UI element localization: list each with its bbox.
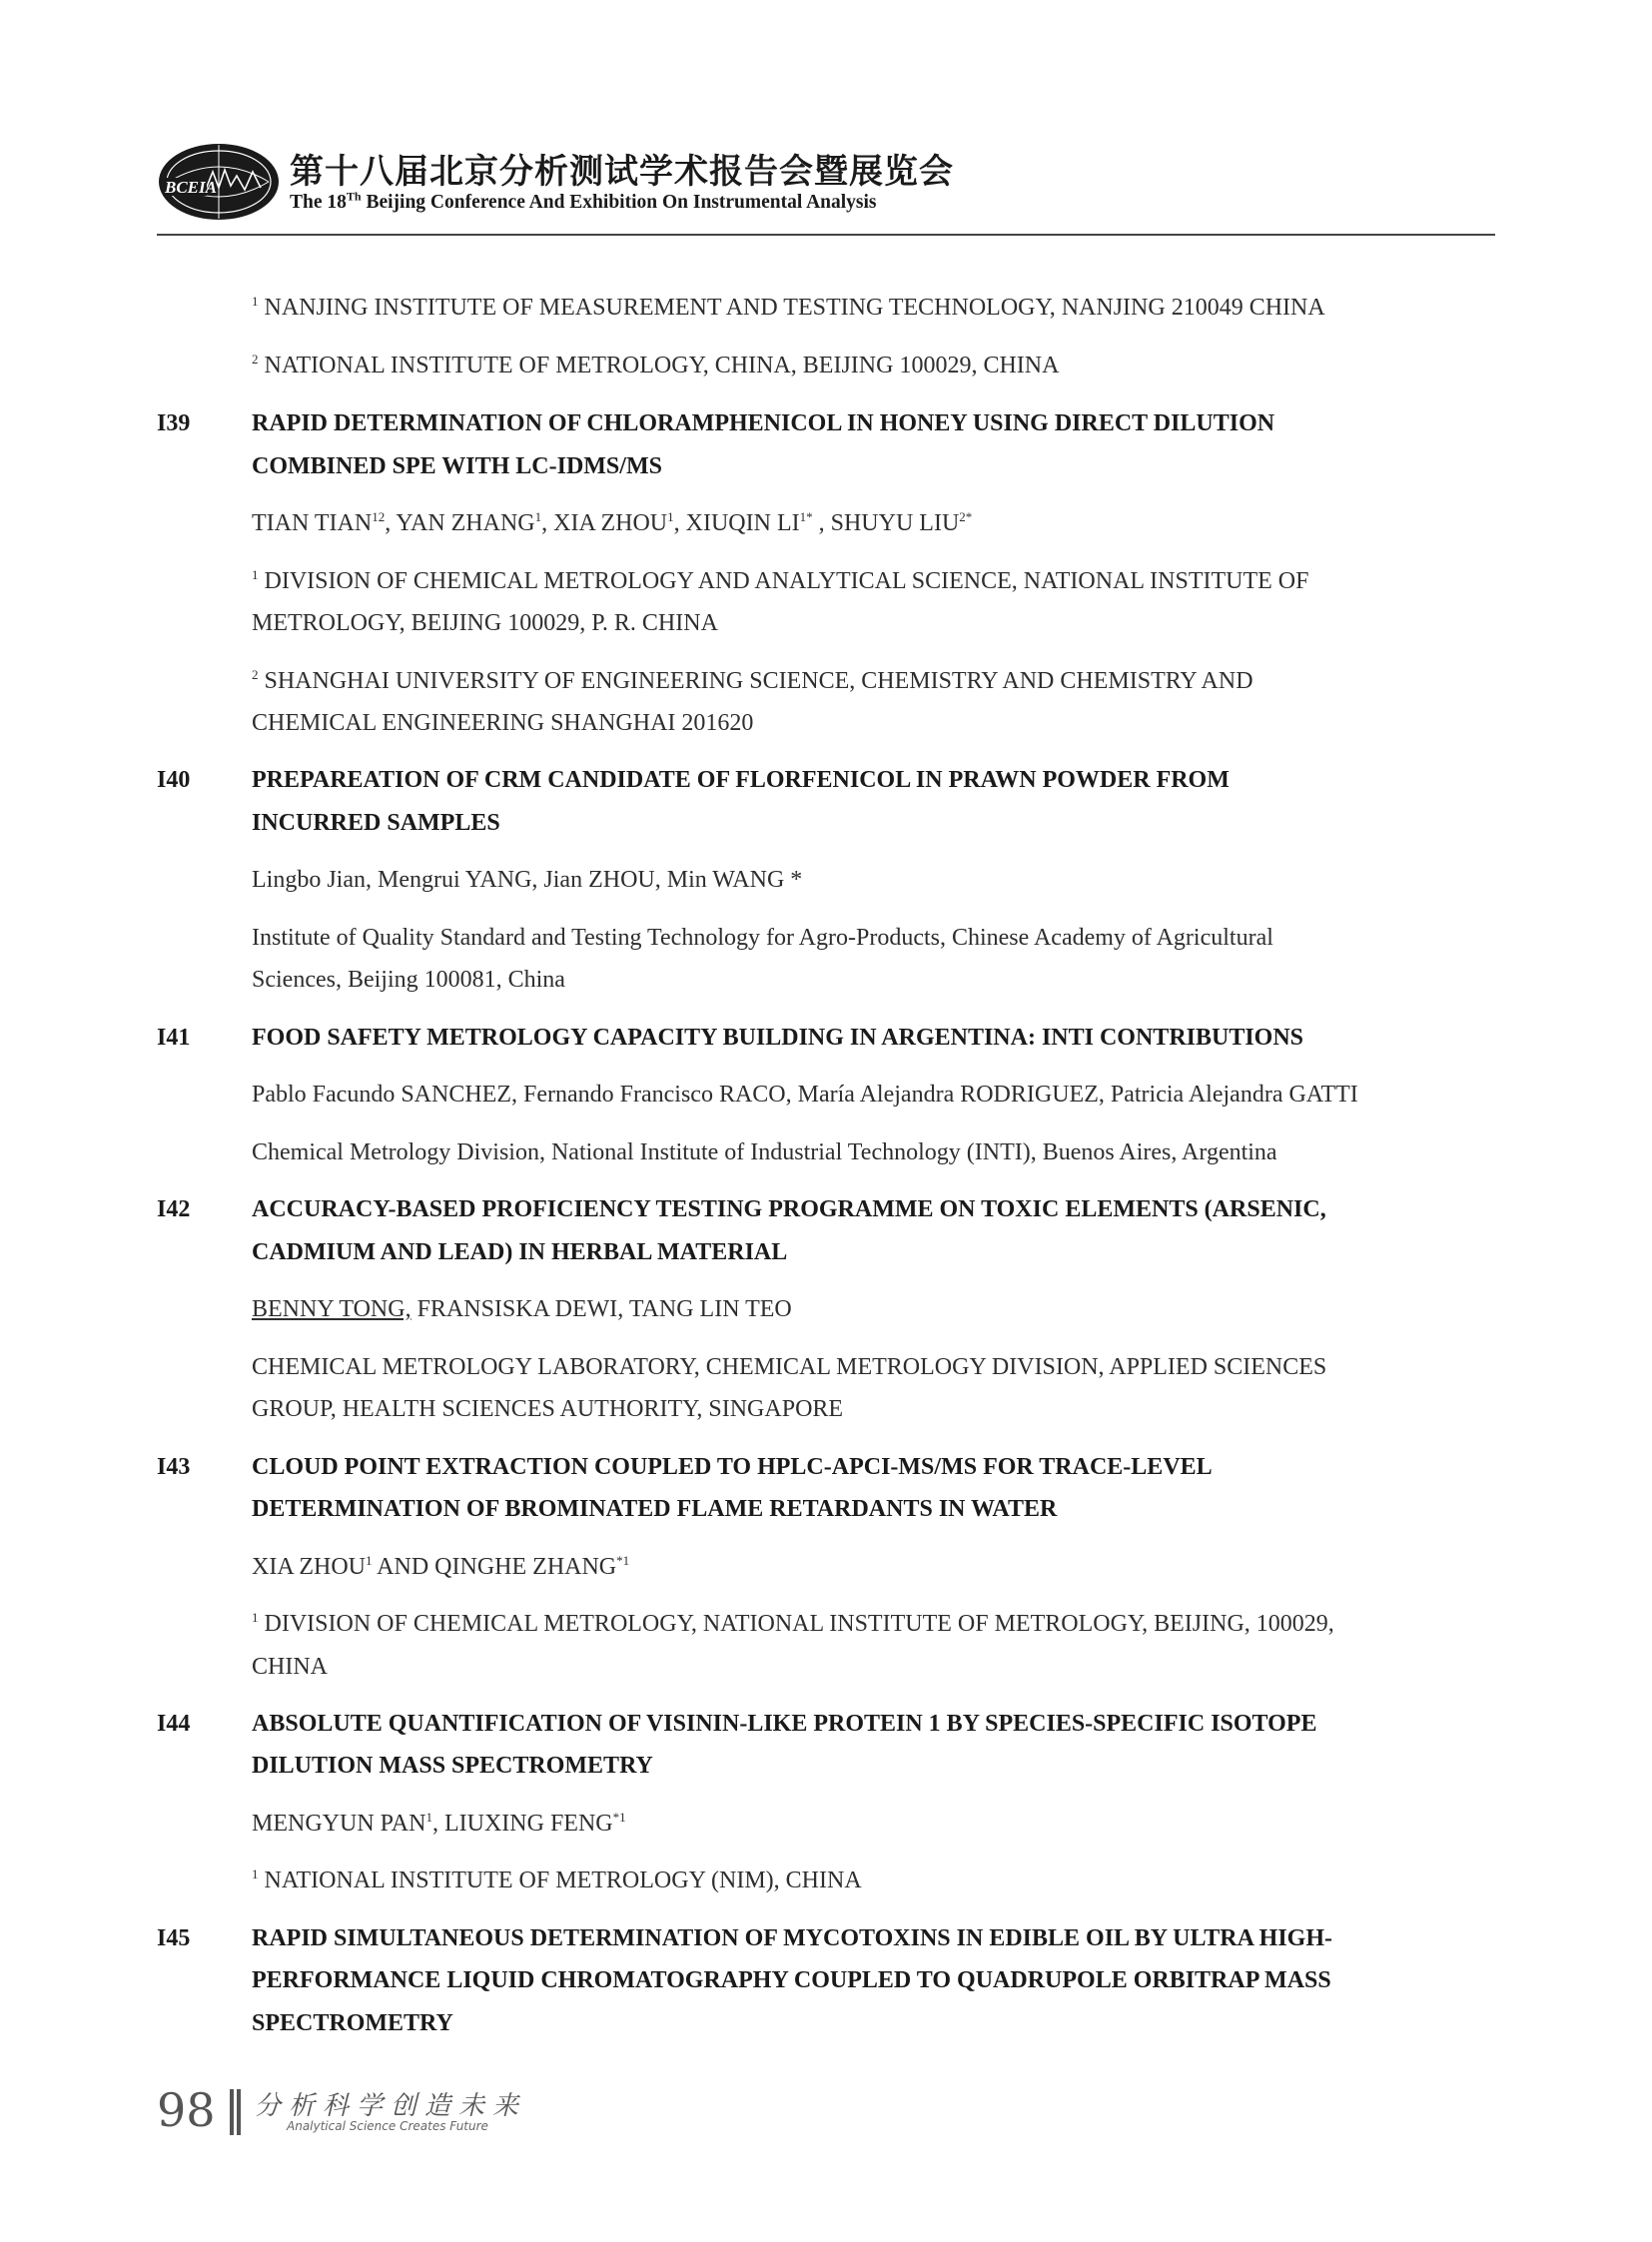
abstract-title: PREPAREATION OF CRM CANDIDATE OF FLORFENICOL IN PRAWN POWDER FROM: [252, 767, 1230, 793]
affiliation: $^1$ DIVISION OF CHEMICAL METROLOGY, NATIONAL INSTITUTE OF METROLOGY, BEIJING, 100029,: [252, 1610, 1334, 1637]
conference-title-en: The 18Th Beijing Conference And Exhibition On Instrumental Analysis: [290, 189, 877, 213]
abstract-title: CADMIUM AND LEAD) IN HERBAL MATERIAL: [252, 1239, 788, 1265]
abstract-code: I40: [157, 767, 191, 793]
abstract-code: I39: [157, 410, 191, 436]
page-footer: [157, 2083, 556, 2143]
author-list: TIAN TIAN$^{12}$, YAN ZHANG$^1$, XIA ZHOU$^1$, XIUQIN $LI^{1*}$ , SHUYU $LIU^{2*}$: [252, 509, 973, 536]
conference-title-zh: 第十八届北京分析测试学术报告会暨展览会: [290, 154, 954, 191]
affiliation: METROLOGY, BEIJING 100029, P. R. CHINA: [252, 610, 718, 636]
affiliation: $^2$ SHANGHAI UNIVERSITY OF ENGINEERING SCIENCE, CHEMISTRY AND CHEMISTRY AND: [252, 667, 1253, 694]
abstract-title: COMBINED SPE WITH LC-IDMS/MS: [252, 453, 662, 479]
slogan-en: Analytical Science Creates Future: [287, 2119, 488, 2133]
presenting-author: BENNY TONG,: [252, 1296, 412, 1322]
bceia-logo: [157, 142, 287, 222]
abstract-title: RAPID DETERMINATION OF CHLORAMPHENICOL IN HONEY USING DIRECT DILUTION: [252, 410, 1275, 436]
abstract-title: PERFORMANCE LIQUID CHROMATOGRAPHY COUPLED TO QUADRUPOLE ORBITRAP MASS: [252, 1967, 1331, 1993]
affiliation: CHINA: [252, 1654, 328, 1680]
logo-text: BCEIA: [165, 178, 217, 197]
author-list: MENGYUN PAN$^1$, LIUXING FENG$^{*1}$: [252, 1810, 626, 1837]
abstract-title: ACCURACY-BASED PROFICIENCY TESTING PROGRAMME ON TOXIC ELEMENTS (ARSENIC,: [252, 1196, 1326, 1222]
affiliation: $^1$ NANJING INSTITUTE OF MEASUREMENT AND TESTING TECHNOLOGY, NANJING 210049 CHINA: [252, 294, 1325, 321]
footer-divider-icon: [229, 2089, 243, 2135]
affiliation: $^1$ NATIONAL INSTITUTE OF METROLOGY (NIM), CHINA: [252, 1867, 862, 1893]
affiliation: CHEMICAL METROLOGY LABORATORY, CHEMICAL METROLOGY DIVISION, APPLIED SCIENCES: [252, 1354, 1327, 1380]
abstract-title: ABSOLUTE QUANTIFICATION OF VISININ-LIKE PROTEIN 1 BY SPECIES-SPECIFIC ISOTOPE: [252, 1711, 1317, 1737]
page-number: 98: [157, 2083, 216, 2137]
affiliation: Chemical Metrology Division, National Institute of Industrial Technology (INTI), Buenos Aires, Argentina: [252, 1139, 1277, 1165]
affiliation: Sciences, Beijing 100081, China: [252, 967, 565, 993]
author-list: BENNY TONG, FRANSISKA DEWI, TANG LIN TEO: [252, 1296, 792, 1322]
abstract-code: I44: [157, 1711, 191, 1737]
abstract-code: I45: [157, 1925, 191, 1951]
abstract-title: DETERMINATION OF BROMINATED FLAME RETARDANTS IN WATER: [252, 1496, 1058, 1522]
affiliation: $^2$ NATIONAL INSTITUTE OF METROLOGY, CHINA, BEIJING 100029, CHINA: [252, 352, 1060, 378]
abstract-title: DILUTION MASS SPECTROMETRY: [252, 1753, 653, 1779]
abstract-title: RAPID SIMULTANEOUS DETERMINATION OF MYCOTOXINS IN EDIBLE OIL BY ULTRA HIGH-: [252, 1925, 1332, 1951]
author-list: Lingbo Jian, Mengrui YANG, Jian ZHOU, Min WANG *: [252, 867, 803, 893]
abstract-code: I42: [157, 1196, 191, 1222]
abstract-title: INCURRED SAMPLES: [252, 810, 500, 836]
abstract-title: SPECTROMETRY: [252, 2010, 453, 2036]
slogan-zh: 分析科学创造未来: [255, 2091, 527, 2120]
abstract-title: CLOUD POINT EXTRACTION COUPLED TO HPLC-APCI-MS/MS FOR TRACE-LEVEL: [252, 1454, 1213, 1480]
header-divider: [157, 234, 1495, 236]
affiliation: GROUP, HEALTH SCIENCES AUTHORITY, SINGAPORE: [252, 1396, 844, 1422]
author-list: Pablo Facundo SANCHEZ, Fernando Francisco RACO, María Alejandra RODRIGUEZ, Patricia Alejandra GATTI: [252, 1082, 1358, 1108]
affiliation: CHEMICAL ENGINEERING SHANGHAI 201620: [252, 710, 754, 736]
page-header: [157, 140, 1495, 235]
affiliation: Institute of Quality Standard and Testing Technology for Agro-Products, Chinese Academy of Agricultural: [252, 925, 1273, 951]
author-list: XIA ZHOU$^1$ AND QINGHE ZHANG$^{*1}$: [252, 1553, 630, 1580]
abstract-title: FOOD SAFETY METROLOGY CAPACITY BUILDING IN ARGENTINA: INTI CONTRIBUTIONS: [252, 1025, 1304, 1051]
affiliation: $^1$ DIVISION OF CHEMICAL METROLOGY AND ANALYTICAL SCIENCE, NATIONAL INSTITUTE OF: [252, 567, 1309, 594]
abstract-code: I41: [157, 1025, 191, 1051]
abstract-code: I43: [157, 1454, 191, 1480]
